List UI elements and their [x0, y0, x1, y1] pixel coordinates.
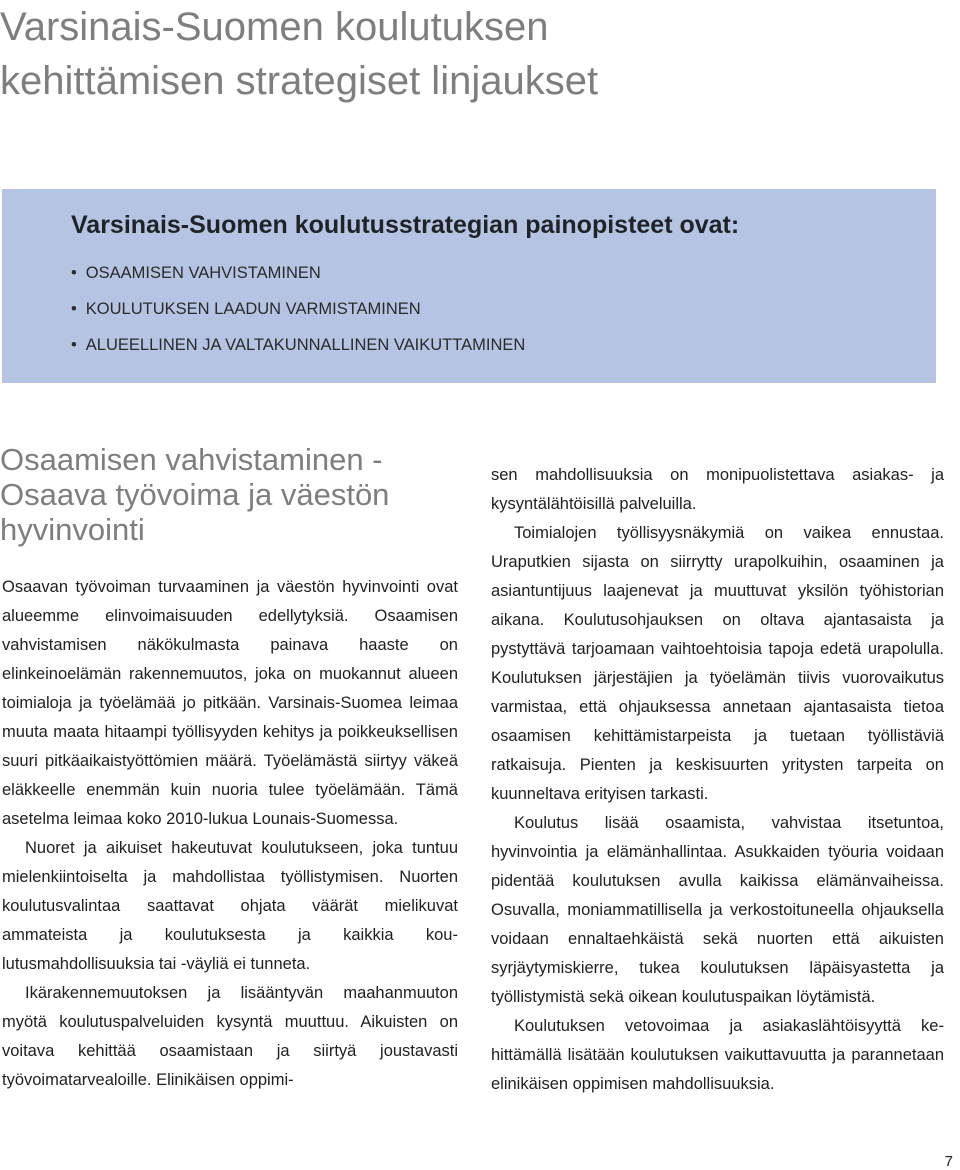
left-text-column: [2, 573, 458, 1095]
right-text-column: [491, 461, 944, 1099]
focus-area-item: • KOULUTUKSEN LAADUN VARMISTAMINEN: [71, 291, 525, 327]
focus-areas-list: [71, 255, 525, 363]
body-paragraph: Toimialojen työllisyysnäkymiä on vaikea ennustaa. Uraputkien sijasta on siirrytty urapolkuihin, osaaminen ja asiantuntijuus laajenevat ja muuttuvat yksilön työhistorian aikana. Koulutusohjauksen on oltava ajantasaista ja pystyttävä tarjoamaan vaihtoehtoisia tapoja edetä urapolulla. Koulutuksen järjestäjien ja työelämän tiivis vuorovaikutus varmistaa, että ohjauksessa annetaan ajantasaista tietoa osaamisen kehittämistarpeista ja tuetaan työllistäviä ratkaisuja. Pienten ja keskisuurten yritysten tarpeita on kuunneltava erityisen tarkasti.: [491, 524, 944, 803]
body-paragraph: Nuoret ja aikuiset hakeutuvat koulutukseen, joka tuntuu mielenkiintoiselta ja mahdollistaa työllistymisen. Nuorten koulutusvalintaa saattavat ohjata väärät mielikuvat ammateista ja koulutuksesta ja kaikkia koulutusmahdollisuuksia tai -väyliä ei tunneta.: [2, 839, 458, 973]
page-title: [0, 0, 900, 108]
focus-area-item: • ALUEELLINEN JA VALTAKUNNALLINEN VAIKUTTAMINEN: [71, 327, 525, 363]
body-paragraph: Koulutuksen vetovoimaa ja asiakaslähtöisyyttä kehittämällä lisätään koulutuksen vaikuttavuutta ja parannetaan elinikäisen oppimisen mahdollisuuksia.: [491, 1017, 944, 1093]
section-title-line-2: Osaava työvoima ja väestön: [0, 477, 390, 512]
body-paragraph: Osaavan työvoiman turvaaminen ja väestön hyvinvointi ovat alueemme elinvoimaisuuden edellytyksiä. Osaamisen vahvistamisen näkökulmasta painava haaste on elinkeinoelämän rakennemuutos, joka on muokannut alueen toimialoja ja työelämää jo pitkään. Varsinais-Suomea leimaa muuta maata hitaampi työllisyyden kehitys ja poikkeuksellisen suuri pitkäaikaistyöttömien määrä. Työelämästä siirtyy väkeä eläkkeelle enemmän kuin nuoria tulee työelämään. Tämä asetelma leimaa koko 2010-lukua Lounais-Suomessa.: [2, 578, 458, 828]
section-title: [0, 442, 460, 547]
body-paragraph: sen mahdollisuuksia on monipuolistettava asiakas- ja kysyntälähtöisillä palveluilla.: [491, 466, 944, 513]
focus-area-item: • OSAAMISEN VAHVISTAMINEN: [71, 255, 525, 291]
page-number: 7: [944, 1153, 953, 1170]
section-title-line-1: Osaamisen vahvistaminen -: [0, 442, 383, 477]
body-paragraph: Ikärakennemuutoksen ja lisääntyvän maahanmuuton myötä koulutuspalveluiden kysyntä muuttuu. Aikuisten on voitava kehittää osaamistaan ja siirtyä joustavasti työvoimatarvealoille. Elinikäisen oppimi-: [2, 984, 458, 1089]
page-title-line-2: kehittämisen strategiset linjaukset: [0, 59, 599, 103]
page-title-line-1: Varsinais-Suomen koulutuksen: [0, 5, 549, 49]
focus-areas-heading: Varsinais-Suomen koulutusstrategian painopisteet ovat:: [71, 211, 740, 239]
section-title-line-3: hyvinvointi: [0, 512, 145, 547]
body-paragraph: Koulutus lisää osaamista, vahvistaa itsetuntoa, hyvinvointia ja elämänhallintaa. Asukkaiden työuria voidaan pidentää koulutuksen avulla kaikissa elämänvaiheissa. Osuvalla, moniammatillisella ja verkostoituneella ohjauksella voidaan ennaltaehkäistä sekä nuorten että aikuisten syrjäytymiskierre, tukea koulutuksen läpäisyastetta ja työllistymistä sekä oikean koulutuspaikan löytämistä.: [491, 814, 944, 1006]
focus-areas-box: [2, 189, 936, 383]
